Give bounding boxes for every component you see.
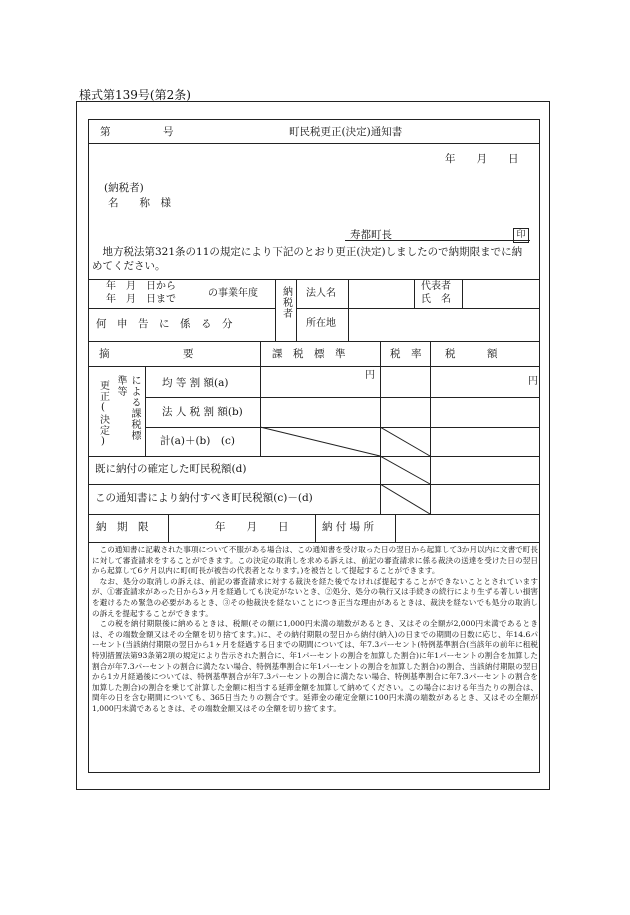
unit-yen-base: 円 (365, 370, 375, 381)
taxpayer-vertical: 納税者 (280, 286, 292, 319)
payment-place-label: 納 付 場 所 (322, 521, 375, 533)
col-base: 課 税 標 準 (272, 348, 346, 360)
row-equal: 均 等 割 額(a) (162, 377, 229, 389)
name-label: 名 称 様 (108, 197, 171, 209)
col-amount: 税 額 (445, 348, 498, 360)
col-rate: 税 率 (390, 348, 422, 360)
group-label-a: 更正(決定) (97, 380, 109, 448)
number-label: 第 号 (100, 126, 174, 138)
representative-l1: 代表者 (421, 281, 451, 292)
filing-label: 何 申 告 に 係 る 分 (96, 318, 233, 330)
group-label-b: による課税標準等 (115, 375, 140, 441)
corp-name-label: 法人名 (306, 288, 336, 299)
note-paragraph: なお、処分の取消しの訴えは、前記の審査請求に対する裁決を経た後でなければ提起することができないこととされていますが、①審査請求があった日から3ヶ月を経過しても決定がないとき、②処分、処分の執行又は手続きの続行により生ずる著しい損害を避けるため緊急の必要があるとき、③その他裁決を経ないことにつき正当な理由があるときは、裁決を経ないでも処分の取消しの訴えを提起することができます。 (92, 576, 538, 618)
row-corp: 法 人 税 割 額(b) (162, 406, 243, 418)
row-due: この通知書により納付すべき町民税額(c)－(d) (95, 492, 313, 504)
year-from: 年 月 日から (106, 281, 176, 292)
business-year-label: の事業年度 (208, 288, 258, 299)
issuer-name: 寿都町長 (350, 229, 392, 241)
representative-l2: 氏 名 (421, 294, 451, 305)
col-summary: 摘 要 (99, 348, 194, 360)
form-number: 様式第139号(第2条) (79, 88, 191, 102)
taxpayer-label: (納税者) (104, 182, 144, 194)
notes-section (92, 545, 538, 715)
seal-mark: 印 (513, 228, 529, 243)
address-label: 所在地 (306, 318, 336, 329)
row-paid: 既に納付の確定した町民税額(d) (95, 463, 247, 475)
intro-text: 地方税法第321条の11の規定により下記のとおり更正(決定)しましたので納期限までに納めてください。 (92, 246, 523, 272)
year-to: 年 月 日まで (106, 294, 176, 305)
page-title: 町民税更正(決定)通知書 (289, 126, 403, 138)
unit-yen-amount: 円 (528, 376, 538, 387)
row-total: 計(a)＋(b) (c) (160, 435, 235, 447)
note-paragraph: この通知書に記載された事項について不服がある場合は、この通知書を受け取った日の翌日から起算して3か月以内に文書で町長に対して審査請求をすることができます。この決定の取消しを求める訴えは、前記の審査請求に係る裁決の送達を受けた日の翌日から起算して6ケ月以内に町(町長が被告の代表者となります。)を被告として提起することができます。 (92, 545, 538, 576)
deadline-label: 納 期 限 (96, 521, 149, 533)
note-paragraph: この税を納付期限後に納めるときは、税額(その額に1,000円未満の端数があるとき、又はその全額が2,000円未満であるときは、その端数金額又はその全額を切り捨てます。)に、その納付期限の翌日から納付(納入)の日までの期間の日数に応じ、年14.6パーセント(当該納付期限の翌日から1ヶ月を経過する日までの期間については、年7.3パーセント(特例基準割合(当該年の前年に租税特別措置法第93条第2項の規定により告示された割合に、年1パーセントの割合を加算した割合)に年1パーセントの割合を加算した割合が年7.3パーセントの割合に満たない場合、特例基準割合に年1パーセントの割合を加算した割合)の割合、当該納付期限の翌日から1カ月経過後については、特例基準割合が年7.3パーセントの割合に満たない場合、特例基準割合に年7.3パーセントの割合を加算した割合)の割合を乗じて計算した金額に相当する延滞金額を加算して納めてください。この場合における年当たりの割合は、閏年の日を含む期間についても、365日当たりの割合です。延滞金の確定金額に100円未満の端数があるとき、又はその全額が1,000円未満であるときは、その端数金額又はその全額を切り捨てます。 (92, 619, 538, 713)
deadline-date: 年 月 日 (215, 521, 289, 533)
issue-date: 年 月 日 (445, 153, 519, 165)
